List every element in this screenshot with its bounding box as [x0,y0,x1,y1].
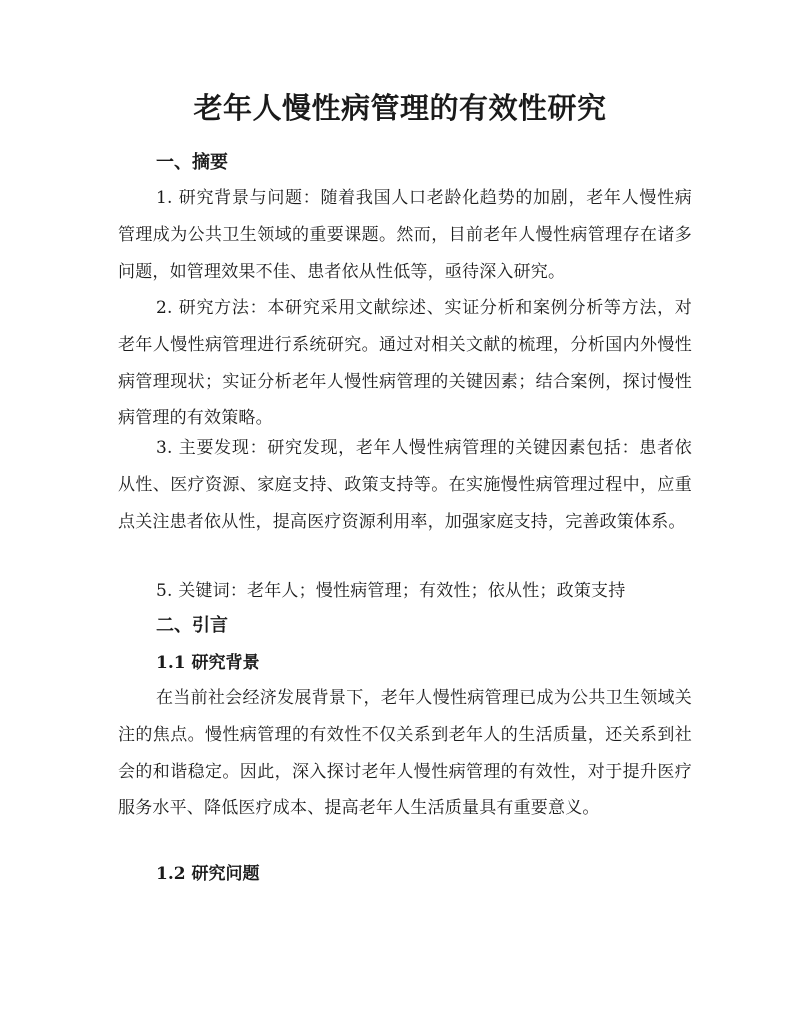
abstract-item-findings: 3. 主要发现：研究发现，老年人慢性病管理的关键因素包括：患者依从性、医疗资源、家庭支持、政策支持等。在实施慢性病管理过程中，应重点关注患者依从性，提高医疗资源利用率，加强家庭支持，完善政策体系。 [118,438,692,532]
subsection-heading-research-question: 1.2 研究问题 [156,864,260,884]
subsection-heading-background: 1.1 研究背景 [156,653,260,673]
abstract-item-background: 1. 研究背景与问题：随着我国人口老龄化趋势的加剧，老年人慢性病管理成为公共卫生领域的重要课题。然而，目前老年人慢性病管理存在诸多问题，如管理效果不佳、患者依从性低等，亟待深入研究。 [118,188,692,282]
abstract-item-methods: 2. 研究方法：本研究采用文献综述、实证分析和案例分析等方法，对老年人慢性病管理进行系统研究。通过对相关文献的梳理，分析国内外慢性病管理现状；实证分析老年人慢性病管理的关键因素；结合案例，探讨慢性病管理的有效策略。 [118,298,692,429]
introduction-background-paragraph: 在当前社会经济发展背景下，老年人慢性病管理已成为公共卫生领域关注的焦点。慢性病管理的有效性不仅关系到老年人的生活质量，还关系到社会的和谐稳定。因此，深入探讨老年人慢性病管理的有效性，对于提升医疗服务水平、降低医疗成本、提高老年人生活质量具有重要意义。 [118,688,692,819]
abstract-item-keywords: 5. 关键词：老年人；慢性病管理；有效性；依从性；政策支持 [156,581,626,601]
section-heading-introduction: 二、引言 [156,615,228,636]
document-title: 老年人慢性病管理的有效性研究 [193,91,607,125]
section-heading-abstract: 一、摘要 [156,152,228,173]
